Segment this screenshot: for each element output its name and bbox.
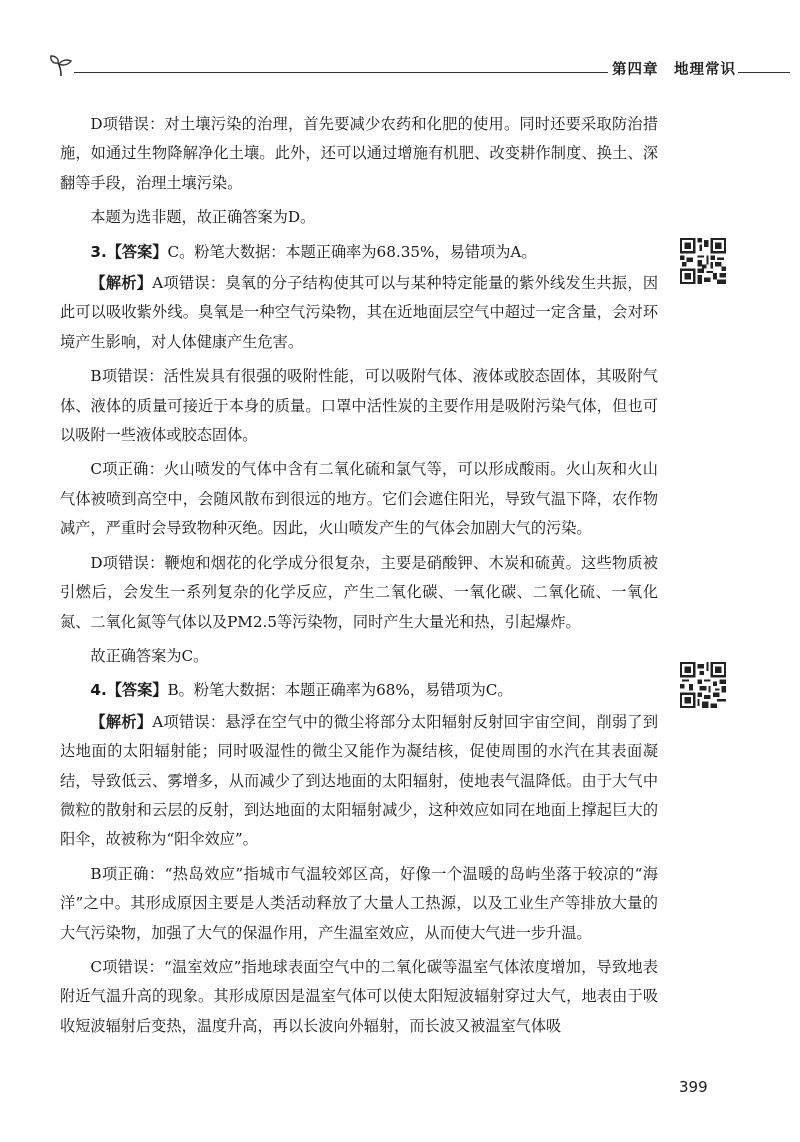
paragraph-0 (60, 110, 658, 198)
sprout-logo-icon (48, 52, 74, 78)
analysis-label: 【解析】 (90, 274, 153, 293)
paragraph-text: D项错误：对土壤污染的治理，首先要减少农药和化肥的使用。同时还要采取防治措施，如通过生物降解净化土壤。此外，还可以通过增施有机肥、改变耕作制度、换土、深翻等手段，治理土壤污染。 (60, 115, 658, 192)
page-body (60, 110, 658, 1046)
analysis-3 (60, 269, 658, 357)
paragraph-10 (60, 860, 658, 948)
page-number: 399 (679, 1078, 708, 1096)
paragraph-6 (60, 549, 658, 637)
header-rule-left (74, 72, 632, 73)
paragraph-7 (60, 642, 658, 671)
answer-3 (60, 238, 658, 267)
qr-code-icon[interactable] (680, 238, 726, 284)
paragraph-11 (60, 953, 658, 1041)
answer-label: 4.【答案】 (90, 681, 168, 700)
paragraph-5 (60, 455, 658, 543)
qr-code-icon[interactable] (680, 662, 726, 708)
chapter-title: 第四章 地理常识 (608, 58, 740, 79)
analysis-4 (60, 708, 658, 855)
answer-4 (60, 676, 658, 705)
paragraph-4 (60, 362, 658, 450)
paragraph-text: B项错误：活性炭具有很强的吸附性能，可以吸附气体、液体或胶态固体，其吸附气体、液体的质量可接近于本身的质量。口罩中活性炭的主要作用是吸附污染气体，但也可以吸附一些液体或胶态固体。 (60, 367, 658, 445)
paragraph-text: 故正确答案为C。 (90, 646, 209, 665)
page-header (48, 52, 788, 82)
paragraph-text: A项错误：悬浮在空气中的微尘将部分太阳辐射反射回宇宙空间，削弱了到达地面的太阳辐射能；同时吸湿性的微尘又能作为凝结核，促使周围的水汽在其表面凝结，导致低云、雾增多，从而减少了到达地面的太阳辐射，使地表气温降低。由于大气中微粒的散射和云层的反射，到达地面的太阳辐射减少，这种效应如同在地面上撑起巨大的阳伞，故被称为“阳伞效应”。 (60, 712, 659, 849)
paragraph-text: C项错误：“温室效应”指地球表面空气中的二氧化碳等温室气体浓度增加，导致地表附近气温升高的现象。其形成原因是温室气体可以使太阳短波辐射穿过大气，地表由于吸收短波辐射后变热，温度升高，再以长波向外辐射，而长波又被温室气体吸 (60, 957, 658, 1035)
paragraph-text: B。粉笔大数据：本题正确率为68%，易错项为C。 (167, 681, 513, 700)
paragraph-text: 本题为选非题，故正确答案为D。 (90, 208, 316, 227)
header-rule-right (738, 72, 790, 73)
paragraph-text: A项错误：臭氧的分子结构使其可以与某种特定能量的紫外线发生共振，因此可以吸收紫外线。臭氧是一种空气污染物，其在近地面层空气中超过一定含量，会对环境产生影响，对人体健康产生危害。 (60, 274, 659, 351)
analysis-label: 【解析】 (90, 712, 153, 731)
answer-label: 3.【答案】 (90, 242, 168, 261)
paragraph-text: C。粉笔大数据：本题正确率为68.35%，易错项为A。 (167, 242, 537, 261)
paragraph-text: B项正确：“热岛效应”指城市气温较郊区高，好像一个温暖的岛屿坐落于较凉的“海洋”之中。其形成原因主要是人类活动释放了大量人工热源，以及工业生产等排放大量的大气污染物，加强了大气的保温作用，产生温室效应，从而使大气进一步升温。 (60, 864, 658, 942)
paragraph-text: D项错误：鞭炮和烟花的化学成分很复杂，主要是硝酸钾、木炭和硫黄。这些物质被引燃后，会发生一系列复杂的化学反应，产生二氧化碳、一氧化碳、二氧化硫、一氧化氮、二氧化氮等气体以及PM2.5等污染物，同时产生大量光和热，引起爆炸。 (60, 553, 658, 631)
paragraph-text: C项正确：火山喷发的气体中含有二氧化硫和氯气等，可以形成酸雨。火山灰和火山气体被喷到高空中，会随风散布到很远的地方。它们会遮住阳光，导致气温下降，农作物减产，严重时会导致物种灭绝。因此，火山喷发产生的气体会加剧大气的污染。 (60, 460, 658, 538)
paragraph-1 (60, 203, 658, 232)
